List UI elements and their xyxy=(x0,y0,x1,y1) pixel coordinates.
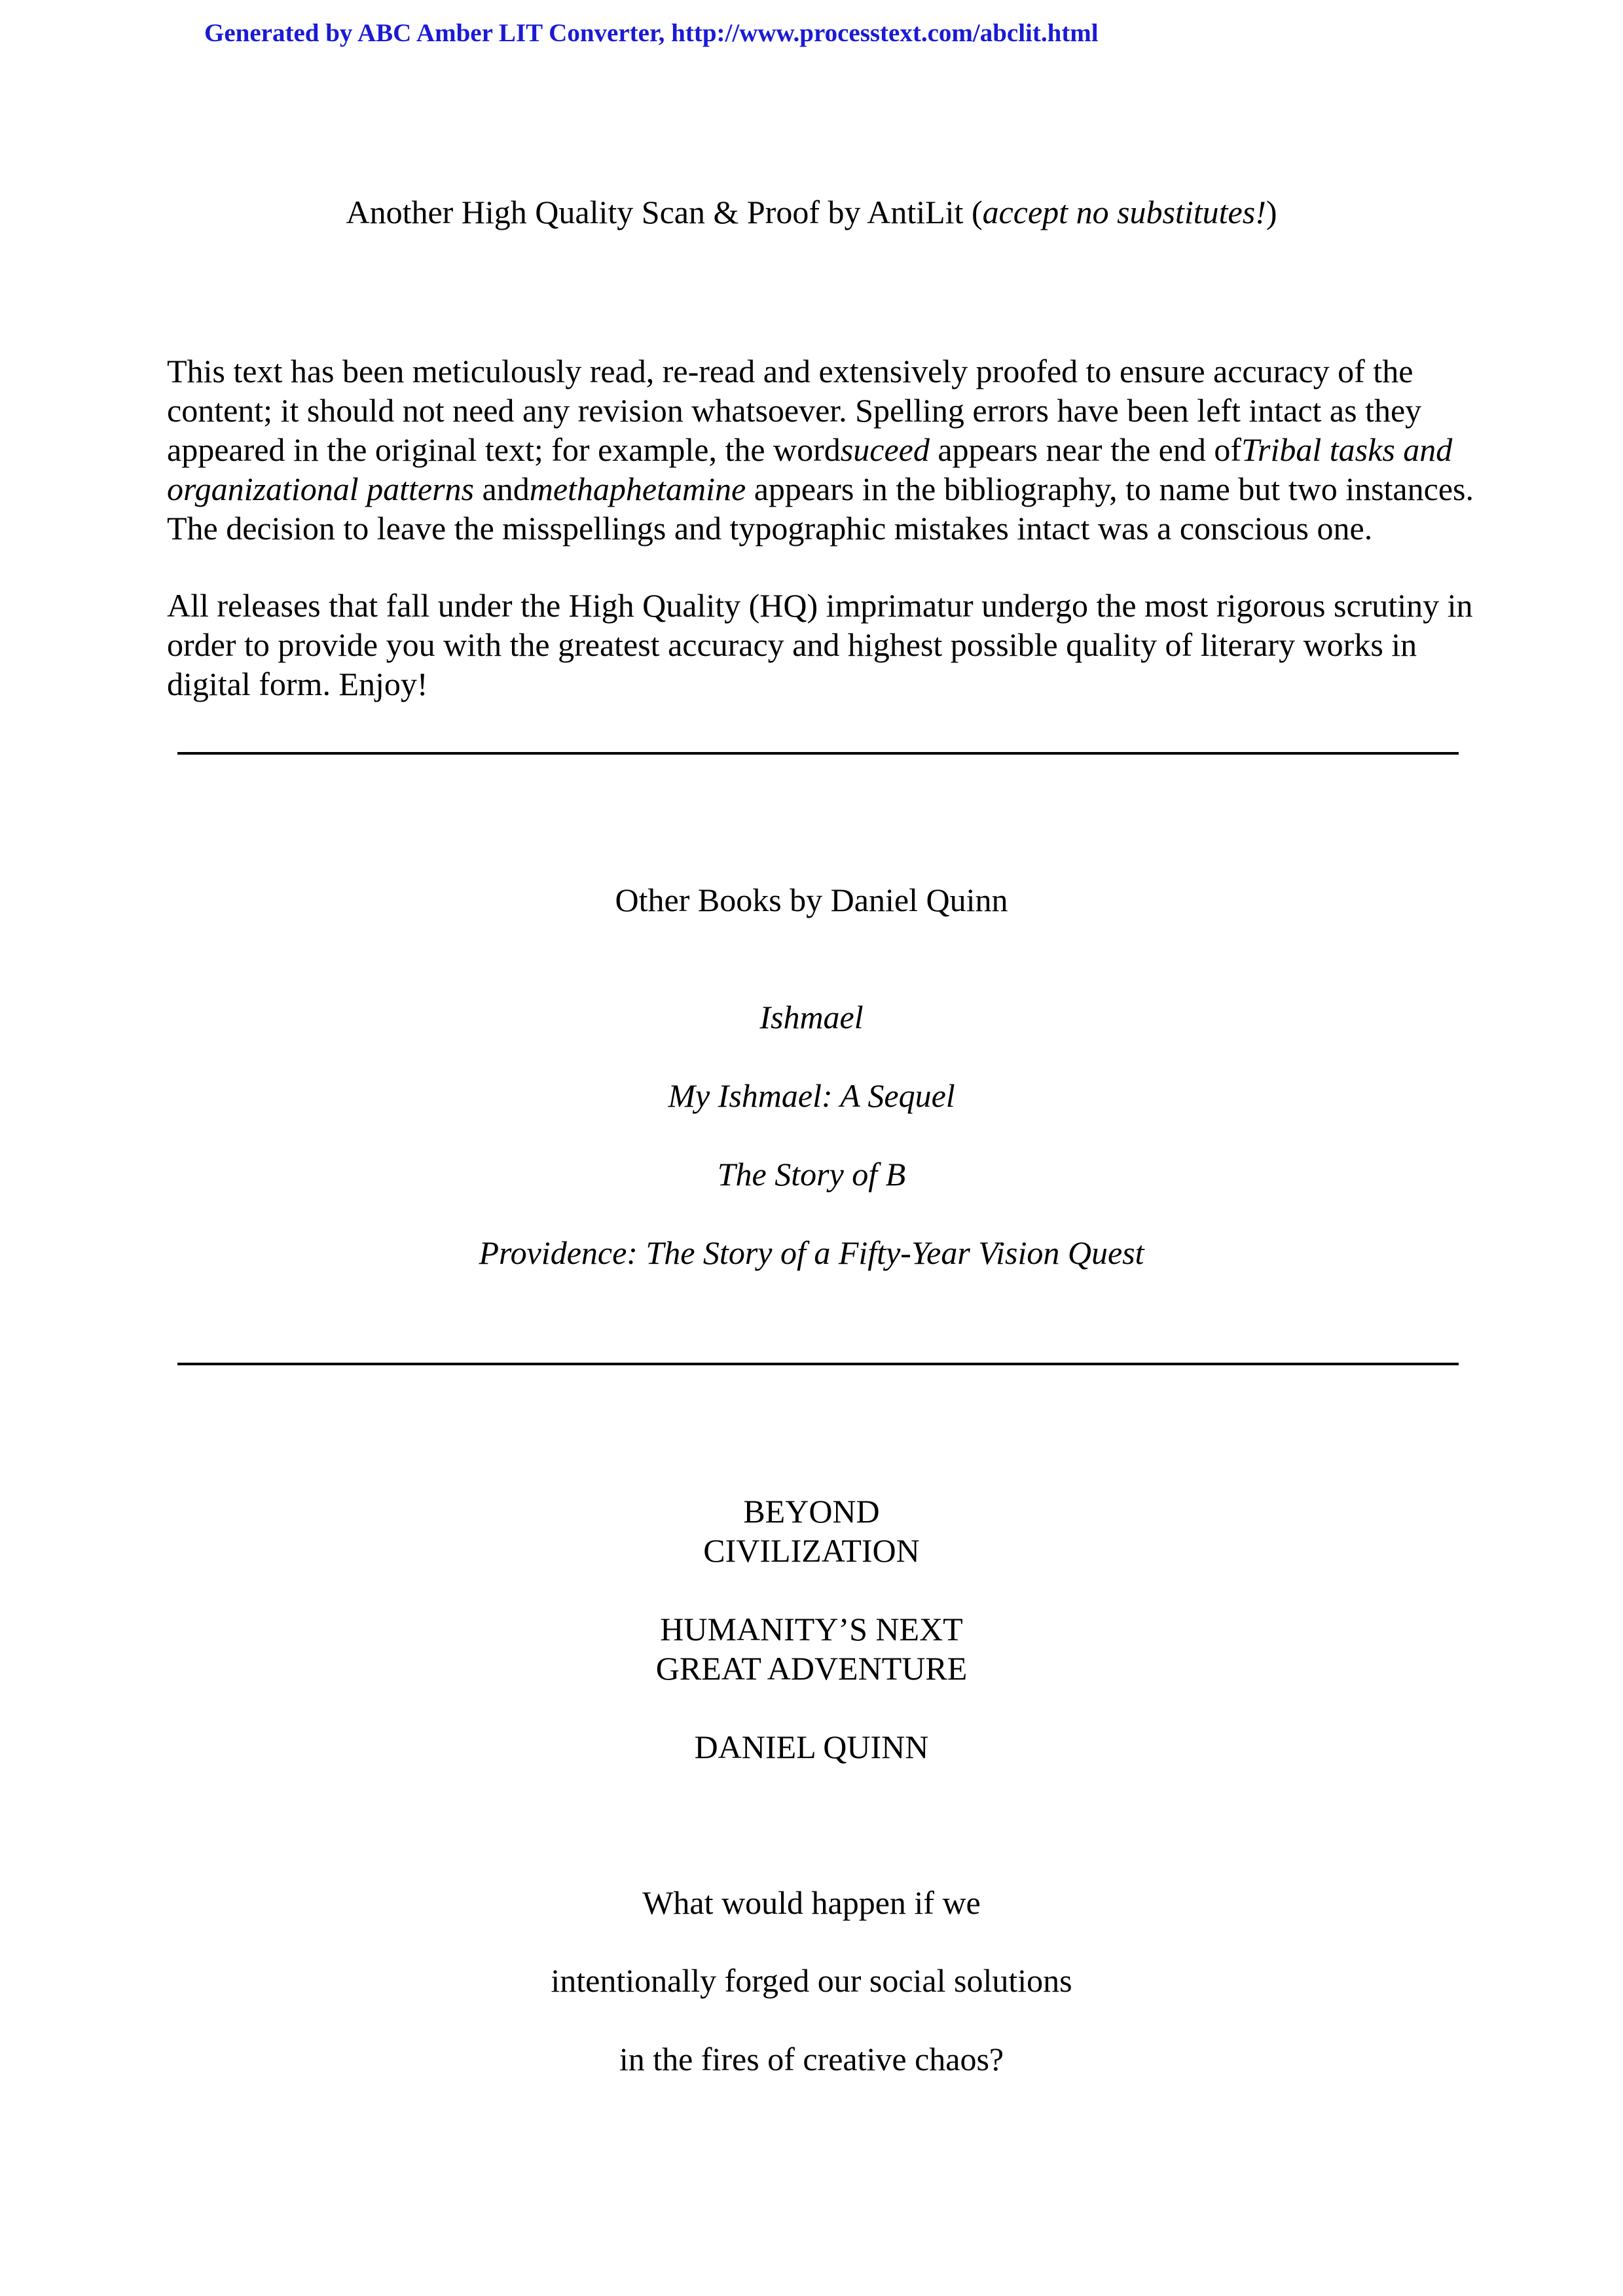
proof-text-3: and xyxy=(474,471,530,507)
misspelled-word-2: methaphetamine xyxy=(529,471,746,507)
epigraph-line: What would happen if we xyxy=(642,1884,981,1921)
proof-paragraph xyxy=(167,351,1476,548)
scan-note xyxy=(0,193,1623,231)
book-title-line-1: BEYOND xyxy=(743,1493,880,1530)
converter-header: Generated by ABC Amber LIT Converter, http://www.processtext.com/abclit.html xyxy=(204,19,1099,47)
epigraph-line: intentionally forged our social solutions xyxy=(551,1962,1072,1999)
divider-2 xyxy=(177,1363,1459,1365)
subtitle-line-2: GREAT ADVENTURE xyxy=(655,1650,968,1687)
misspelled-word-1: suceed xyxy=(840,431,930,468)
hq-paragraph: All releases that fall under the High Quality (HQ) imprimatur undergo the most rigorous scrutiny in order to provide you with the greatest accuracy and highest possible quality of literary works in digital form. Enjoy! xyxy=(167,587,1473,702)
epigraph-line: in the fires of creative chaos? xyxy=(619,2041,1004,2077)
author-name: DANIEL QUINN xyxy=(694,1729,929,1765)
divider-1 xyxy=(177,752,1459,755)
book-title: The Story of B xyxy=(717,1156,906,1193)
other-books-heading: Other Books by Daniel Quinn xyxy=(615,882,1008,918)
book-title: Providence: The Story of a Fifty-Year Vision Quest xyxy=(479,1234,1144,1271)
scan-note-suffix: ) xyxy=(1266,194,1277,230)
book-title-line-2: CIVILIZATION xyxy=(703,1532,920,1569)
book-title: My Ishmael: A Sequel xyxy=(668,1077,955,1114)
scan-note-prefix: Another High Quality Scan & Proof by AntiLit ( xyxy=(346,194,983,230)
proof-text-4: appears in the bibliography, to name but two instances. The decision to leave the misspellings and typographic mistakes intact was a conscious one. xyxy=(167,471,1474,547)
proof-text-2: appears near the end of xyxy=(929,431,1241,468)
subtitle-line-1: HUMANITY’S NEXT xyxy=(660,1611,963,1647)
book-title: Ishmael xyxy=(759,999,864,1035)
proof-text-1: This text has been meticulously read, re-read and extensively proofed to ensure accuracy of the content; it should not need any revision whatsoever. Spelling errors have been left intact as they appeared in the original text; for example, the word xyxy=(167,353,1422,468)
chapter-title: Tribal tasks and organizational patterns xyxy=(167,431,1453,507)
scan-note-italic: accept no substitutes! xyxy=(982,194,1266,230)
